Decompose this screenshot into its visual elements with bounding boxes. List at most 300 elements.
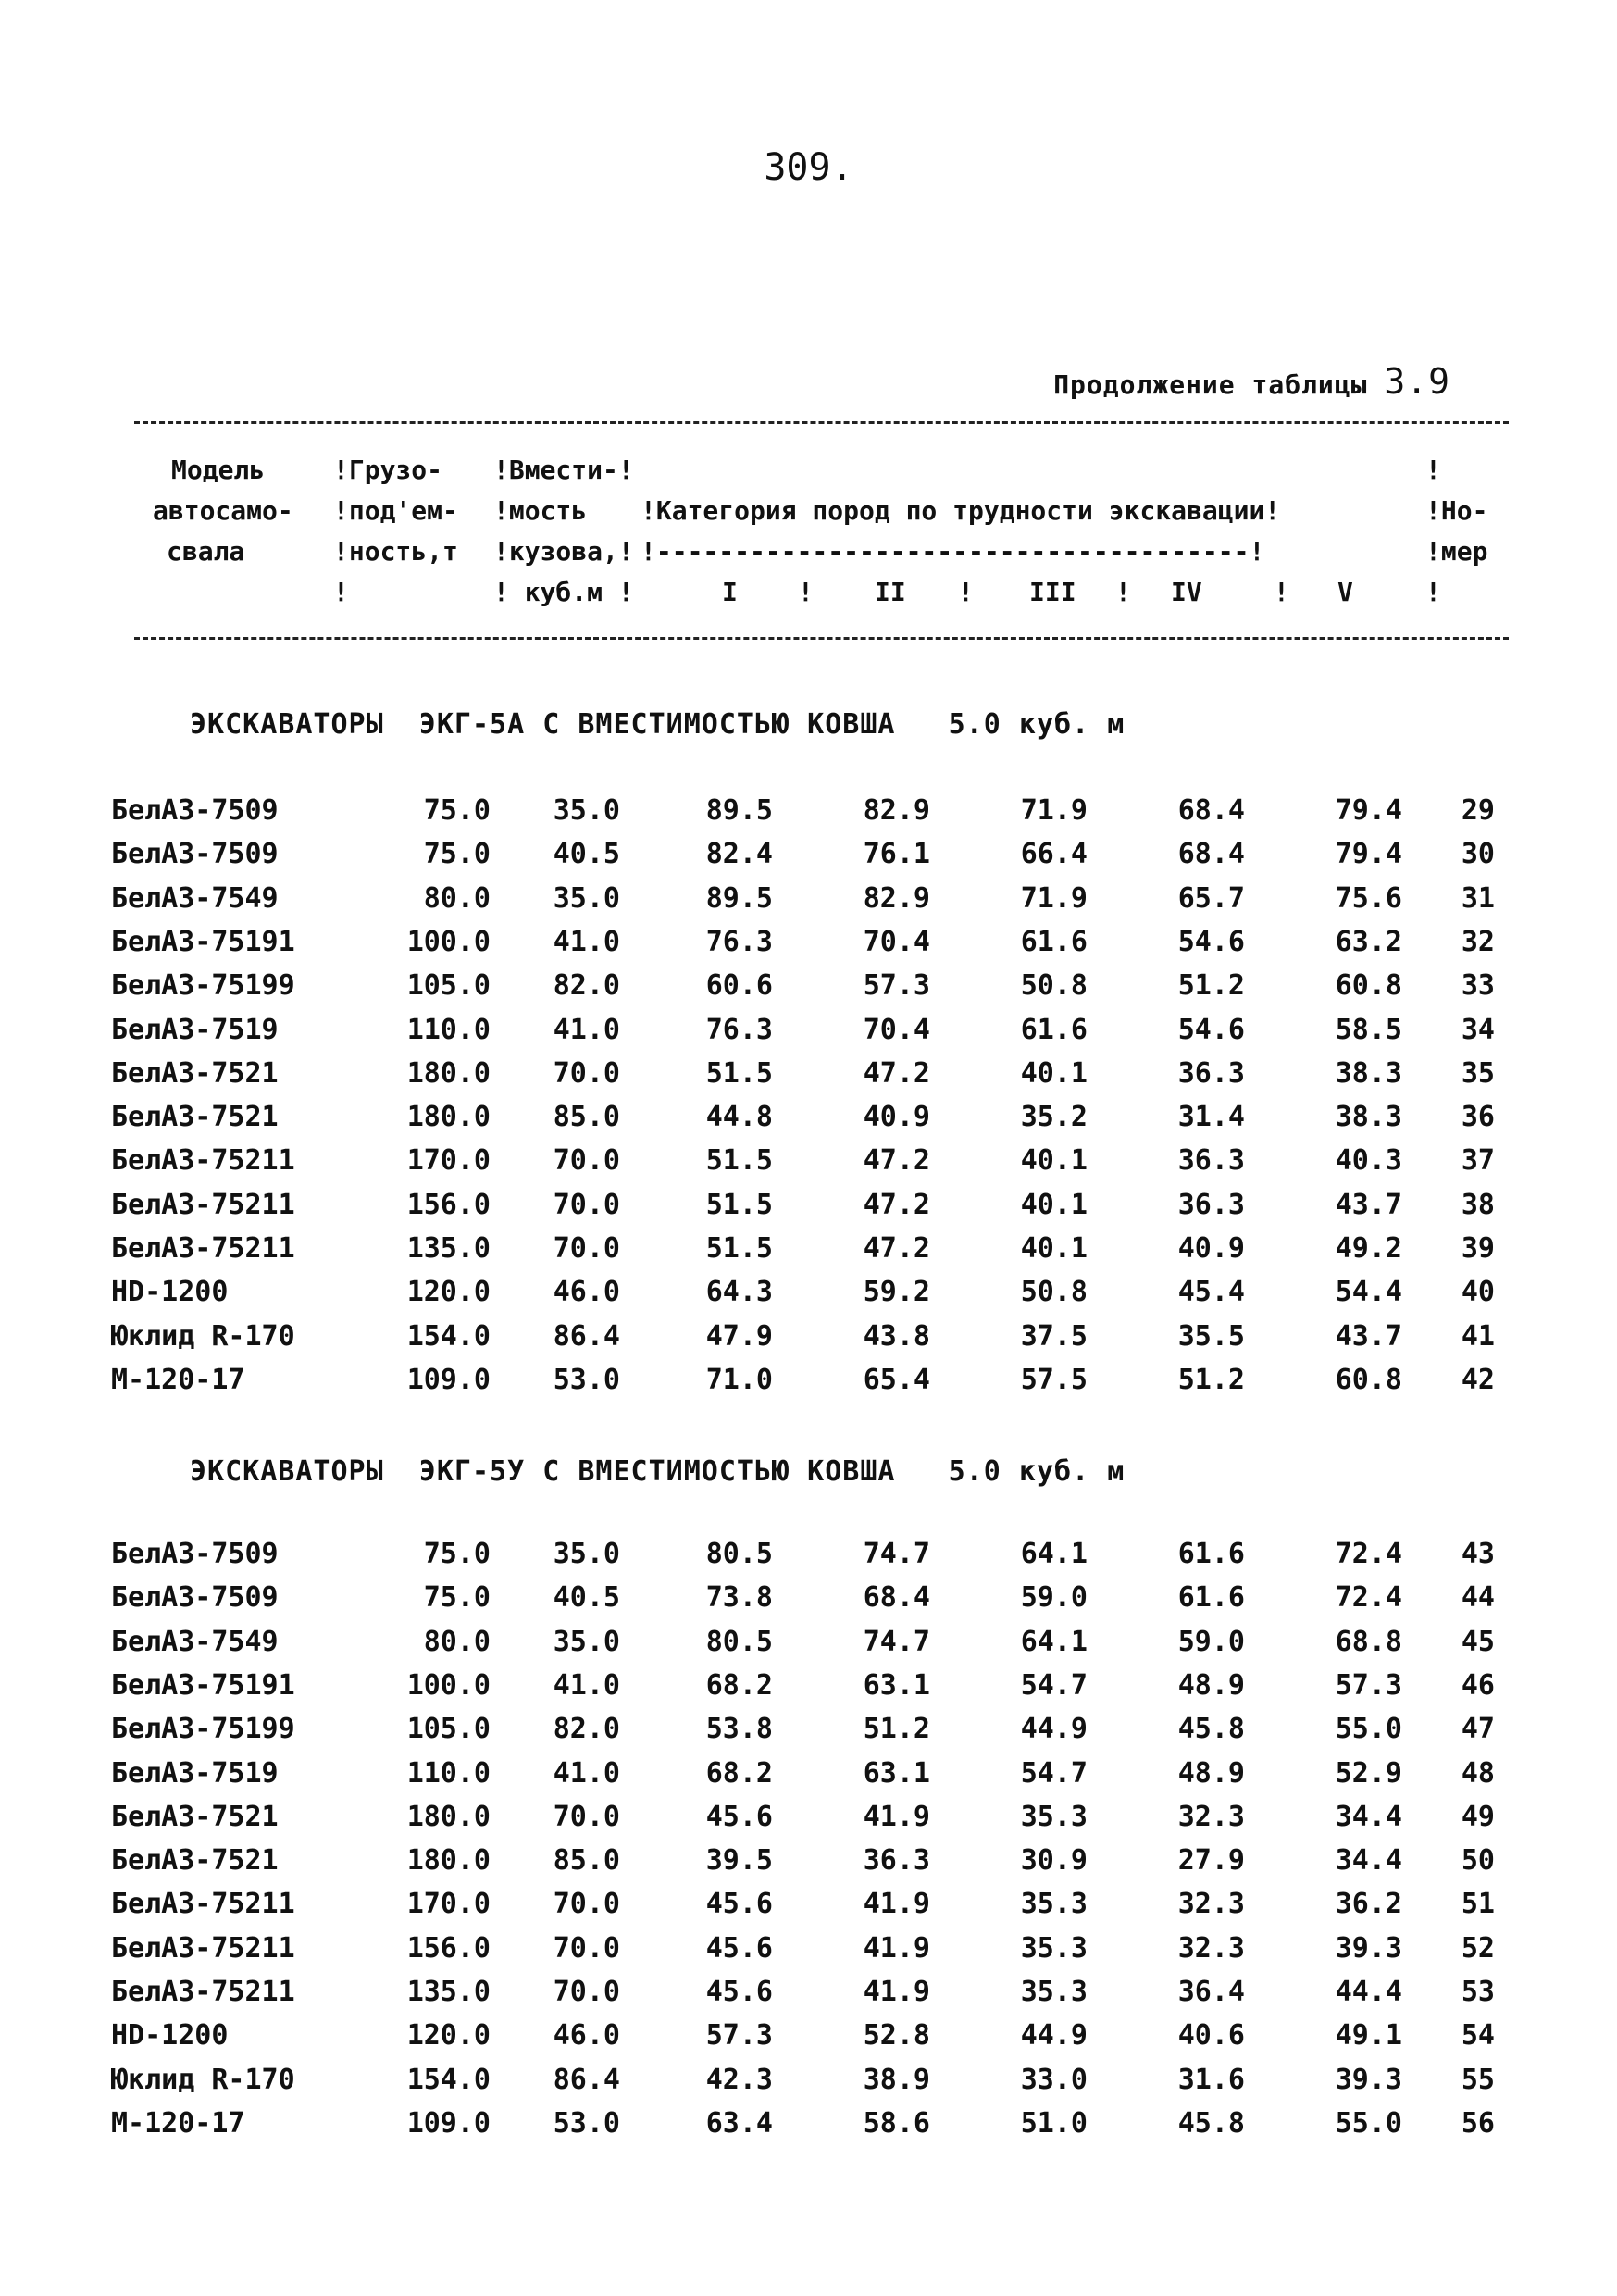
cell-cat-IV: 68.4 xyxy=(1177,794,1245,827)
cell-cat-II: 68.4 xyxy=(863,1581,930,1615)
cell-model: БелАЗ-75199 xyxy=(111,969,295,1003)
cell-cat-II: 70.4 xyxy=(863,925,930,958)
cell-cat-III: 35.3 xyxy=(1020,1931,1088,1965)
cell-cat-II: 38.9 xyxy=(863,2063,930,2096)
cell-cat-II: 41.9 xyxy=(863,1800,930,1833)
cell-row-number: 30 xyxy=(1461,838,1495,871)
cell-model: БелАЗ-7521 xyxy=(111,1800,279,1833)
cell-cat-III: 66.4 xyxy=(1020,838,1088,871)
cell-cat-V: 68.8 xyxy=(1335,1625,1402,1658)
cell-row-number: 41 xyxy=(1461,1319,1495,1353)
cell-cat-I: 45.6 xyxy=(705,1931,773,1965)
cell-body-volume: 70.0 xyxy=(553,1144,620,1178)
cell-model: БелАЗ-7519 xyxy=(111,1013,279,1046)
cell-cat-I: 44.8 xyxy=(705,1101,773,1134)
cell-cat-I: 82.4 xyxy=(705,838,773,871)
header-model-line-3: свала xyxy=(167,536,245,567)
cell-cat-V: 38.3 xyxy=(1335,1056,1402,1090)
cell-cat-II: 57.3 xyxy=(863,969,930,1003)
cell-cat-II: 74.7 xyxy=(863,1538,930,1570)
table-row xyxy=(0,1095,1617,1140)
cell-body-volume: 46.0 xyxy=(553,2019,620,2053)
cell-load-capacity: 80.0 xyxy=(423,881,491,915)
cell-body-volume: 82.0 xyxy=(553,969,620,1003)
header-load-line-4: ! xyxy=(333,577,349,607)
cell-cat-II: 70.4 xyxy=(863,1013,930,1046)
cell-load-capacity: 75.0 xyxy=(423,838,491,871)
cell-model: БелАЗ-75211 xyxy=(111,1888,295,1921)
cell-load-capacity: 75.0 xyxy=(423,1581,491,1615)
cell-cat-V: 43.7 xyxy=(1335,1319,1402,1353)
header-load-line-1: !Грузо- xyxy=(333,455,443,485)
cell-cat-V: 34.4 xyxy=(1335,1844,1402,1878)
cell-cat-IV: 65.7 xyxy=(1177,881,1245,915)
cell-row-number: 42 xyxy=(1461,1363,1495,1396)
header-sep-4: ! xyxy=(1274,577,1289,607)
cell-cat-IV: 27.9 xyxy=(1177,1844,1245,1878)
cell-body-volume: 70.0 xyxy=(553,1976,620,2008)
cell-cat-IV: 68.4 xyxy=(1177,838,1245,871)
cell-cat-III: 54.7 xyxy=(1020,1668,1088,1702)
header-sep-1: ! xyxy=(798,577,814,607)
header-volume-line-3: !кузова,! xyxy=(493,536,634,567)
cell-cat-IV: 36.3 xyxy=(1177,1188,1245,1221)
cell-body-volume: 70.0 xyxy=(553,1188,620,1221)
cell-model: БелАЗ-7521 xyxy=(111,1101,279,1134)
header-load-line-3: !ность,т xyxy=(333,536,458,567)
cell-load-capacity: 75.0 xyxy=(423,1538,491,1570)
cell-cat-IV: 36.4 xyxy=(1177,1976,1245,2008)
cell-body-volume: 70.0 xyxy=(553,1888,620,1921)
cell-cat-III: 44.9 xyxy=(1020,2019,1088,2053)
cell-cat-V: 52.9 xyxy=(1335,1756,1402,1790)
cell-cat-IV: 32.3 xyxy=(1177,1931,1245,1965)
cell-cat-I: 89.5 xyxy=(705,881,773,915)
cell-cat-II: 47.2 xyxy=(863,1056,930,1090)
cell-model: Юклид R-170 xyxy=(111,1319,295,1353)
cell-body-volume: 70.0 xyxy=(553,1931,620,1965)
header-model-line-2: автосамо- xyxy=(153,495,293,526)
cell-cat-I: 76.3 xyxy=(705,925,773,958)
cell-cat-V: 36.2 xyxy=(1335,1888,1402,1921)
cell-cat-III: 35.3 xyxy=(1020,1976,1088,2008)
cell-load-capacity: 135.0 xyxy=(406,1976,491,2008)
cell-cat-III: 44.9 xyxy=(1020,1713,1088,1746)
cell-body-volume: 70.0 xyxy=(553,1232,620,1265)
cell-cat-II: 52.8 xyxy=(863,2019,930,2053)
table-row xyxy=(0,1752,1617,1796)
header-volume-line-2: !мость xyxy=(493,495,588,526)
cell-load-capacity: 110.0 xyxy=(406,1013,491,1046)
cell-row-number: 54 xyxy=(1461,2019,1495,2053)
cell-cat-I: 76.3 xyxy=(705,1013,773,1046)
cell-cat-III: 71.9 xyxy=(1020,794,1088,827)
header-category-I: I xyxy=(722,577,738,607)
cell-body-volume: 40.5 xyxy=(553,838,620,871)
cell-cat-V: 72.4 xyxy=(1335,1581,1402,1615)
cell-cat-I: 45.6 xyxy=(705,1976,773,2008)
cell-model: БелАЗ-75191 xyxy=(111,1668,295,1702)
table-row xyxy=(0,1882,1617,1927)
header-model-line-1: Модель xyxy=(171,455,266,485)
cell-cat-I: 68.2 xyxy=(705,1668,773,1702)
cell-model: БелАЗ-75211 xyxy=(111,1931,295,1965)
cell-load-capacity: 180.0 xyxy=(406,1056,491,1090)
cell-cat-IV: 31.4 xyxy=(1177,1101,1245,1134)
cell-body-volume: 40.5 xyxy=(553,1581,620,1615)
table-row xyxy=(0,920,1617,965)
header-category-IV: IV xyxy=(1171,577,1202,607)
cell-cat-V: 79.4 xyxy=(1335,794,1402,827)
cell-model: БелАЗ-7521 xyxy=(111,1056,279,1090)
cell-cat-II: 41.9 xyxy=(863,1931,930,1965)
cell-cat-IV: 32.3 xyxy=(1177,1800,1245,1833)
table-row xyxy=(0,1227,1617,1271)
header-category-title: !Категория пород по трудности экскавации! xyxy=(641,495,1281,526)
cell-row-number: 55 xyxy=(1461,2063,1495,2096)
cell-cat-III: 40.1 xyxy=(1020,1232,1088,1265)
cell-cat-II: 63.1 xyxy=(863,1756,930,1790)
cell-cat-IV: 45.4 xyxy=(1177,1276,1245,1309)
cell-cat-I: 89.5 xyxy=(705,794,773,827)
header-rule-top xyxy=(134,421,1509,424)
cell-model: БелАЗ-75199 xyxy=(111,1713,295,1746)
cell-cat-I: 73.8 xyxy=(705,1581,773,1615)
cell-load-capacity: 100.0 xyxy=(406,1668,491,1702)
cell-cat-V: 49.1 xyxy=(1335,2019,1402,2053)
cell-cat-IV: 31.6 xyxy=(1177,2063,1245,2096)
cell-cat-IV: 40.6 xyxy=(1177,2019,1245,2053)
table-row xyxy=(0,1927,1617,1971)
cell-row-number: 29 xyxy=(1461,794,1495,827)
cell-cat-V: 79.4 xyxy=(1335,838,1402,871)
cell-load-capacity: 154.0 xyxy=(406,2063,491,2096)
cell-body-volume: 35.0 xyxy=(553,1538,620,1570)
cell-row-number: 40 xyxy=(1461,1276,1495,1309)
header-volume-line-4: ! куб.м ! xyxy=(493,577,634,607)
cell-cat-III: 35.2 xyxy=(1020,1101,1088,1134)
table-row xyxy=(0,1532,1617,1577)
cell-cat-IV: 51.2 xyxy=(1177,969,1245,1003)
cell-cat-I: 51.5 xyxy=(705,1188,773,1221)
cell-cat-III: 50.8 xyxy=(1020,969,1088,1003)
cell-model: БелАЗ-7549 xyxy=(111,1625,279,1658)
table-row xyxy=(0,1707,1617,1752)
cell-cat-III: 30.9 xyxy=(1020,1844,1088,1878)
cell-load-capacity: 109.0 xyxy=(406,2106,491,2140)
cell-cat-IV: 59.0 xyxy=(1177,1625,1245,1658)
cell-cat-IV: 51.2 xyxy=(1177,1363,1245,1396)
cell-load-capacity: 170.0 xyxy=(406,1888,491,1921)
table-row xyxy=(0,1315,1617,1359)
cell-cat-IV: 32.3 xyxy=(1177,1888,1245,1921)
cell-model: М-120-17 xyxy=(111,1363,245,1396)
cell-cat-V: 54.4 xyxy=(1335,1276,1402,1309)
cell-cat-V: 44.4 xyxy=(1335,1976,1402,2008)
cell-row-number: 52 xyxy=(1461,1931,1495,1965)
cell-cat-III: 40.1 xyxy=(1020,1188,1088,1221)
cell-body-volume: 41.0 xyxy=(553,1756,620,1790)
cell-cat-I: 71.0 xyxy=(705,1363,773,1396)
cell-cat-III: 54.7 xyxy=(1020,1756,1088,1790)
cell-row-number: 51 xyxy=(1461,1888,1495,1921)
cell-row-number: 47 xyxy=(1461,1713,1495,1746)
cell-body-volume: 86.4 xyxy=(553,2063,620,2096)
cell-cat-IV: 54.6 xyxy=(1177,1013,1245,1046)
cell-model: БелАЗ-7509 xyxy=(111,1581,279,1615)
cell-load-capacity: 180.0 xyxy=(406,1800,491,1833)
cell-body-volume: 86.4 xyxy=(553,1319,620,1353)
continuation-label: Продолжение таблицы xyxy=(1053,369,1368,400)
table-row xyxy=(0,1358,1617,1403)
section-title-ekg-5u: ЭКСКАВАТОРЫ ЭКГ-5У С ВМЕСТИМОСТЬЮ КОВША 5.0 куб. м xyxy=(190,1455,1126,1488)
cell-load-capacity: 135.0 xyxy=(406,1232,491,1265)
header-load-line-2: !под'ем- xyxy=(333,495,458,526)
cell-cat-I: 68.2 xyxy=(705,1756,773,1790)
cell-row-number: 35 xyxy=(1461,1056,1495,1090)
header-number-line-1: ! xyxy=(1425,455,1441,485)
cell-cat-II: 47.2 xyxy=(863,1188,930,1221)
cell-cat-IV: 35.5 xyxy=(1177,1319,1245,1353)
table-row xyxy=(0,1839,1617,1883)
cell-row-number: 38 xyxy=(1461,1188,1495,1221)
cell-cat-V: 49.2 xyxy=(1335,1232,1402,1265)
cell-cat-I: 63.4 xyxy=(705,2106,773,2140)
cell-body-volume: 70.0 xyxy=(553,1056,620,1090)
cell-cat-IV: 54.6 xyxy=(1177,925,1245,958)
cell-cat-I: 60.6 xyxy=(705,969,773,1003)
cell-cat-V: 43.7 xyxy=(1335,1188,1402,1221)
cell-row-number: 37 xyxy=(1461,1144,1495,1178)
cell-load-capacity: 180.0 xyxy=(406,1844,491,1878)
cell-cat-III: 64.1 xyxy=(1020,1625,1088,1658)
table-row xyxy=(0,2102,1617,2146)
cell-load-capacity: 100.0 xyxy=(406,925,491,958)
cell-cat-IV: 48.9 xyxy=(1177,1756,1245,1790)
cell-row-number: 49 xyxy=(1461,1800,1495,1833)
cell-cat-III: 61.6 xyxy=(1020,925,1088,958)
table-row xyxy=(0,1970,1617,2015)
cell-load-capacity: 109.0 xyxy=(406,1363,491,1396)
cell-body-volume: 53.0 xyxy=(553,2106,620,2140)
cell-cat-III: 33.0 xyxy=(1020,2063,1088,2096)
cell-body-volume: 70.0 xyxy=(553,1800,620,1833)
cell-cat-II: 58.6 xyxy=(863,2106,930,2140)
table-row xyxy=(0,877,1617,921)
cell-row-number: 48 xyxy=(1461,1756,1495,1790)
cell-load-capacity: 180.0 xyxy=(406,1101,491,1134)
table-row xyxy=(0,1139,1617,1183)
table-row xyxy=(0,2058,1617,2103)
cell-cat-IV: 45.8 xyxy=(1177,1713,1245,1746)
cell-cat-I: 51.5 xyxy=(705,1144,773,1178)
table-number: 3.9 xyxy=(1384,361,1450,402)
table-row xyxy=(0,1620,1617,1665)
cell-cat-II: 82.9 xyxy=(863,881,930,915)
cell-load-capacity: 105.0 xyxy=(406,1713,491,1746)
header-number-line-3: !мер xyxy=(1425,536,1488,567)
table-row xyxy=(0,964,1617,1008)
cell-row-number: 39 xyxy=(1461,1232,1495,1265)
cell-body-volume: 35.0 xyxy=(553,794,620,827)
cell-row-number: 32 xyxy=(1461,925,1495,958)
cell-row-number: 34 xyxy=(1461,1013,1495,1046)
header-number-line-2: !Но- xyxy=(1425,495,1488,526)
cell-model: БелАЗ-7549 xyxy=(111,881,279,915)
cell-cat-I: 39.5 xyxy=(705,1844,773,1878)
cell-cat-II: 43.8 xyxy=(863,1319,930,1353)
table-row xyxy=(0,1270,1617,1315)
cell-row-number: 31 xyxy=(1461,881,1495,915)
cell-cat-V: 39.3 xyxy=(1335,1931,1402,1965)
cell-model: БелАЗ-75211 xyxy=(111,1188,295,1221)
cell-cat-II: 40.9 xyxy=(863,1101,930,1134)
cell-cat-III: 71.9 xyxy=(1020,881,1088,915)
cell-cat-V: 63.2 xyxy=(1335,925,1402,958)
header-rule-bottom xyxy=(134,637,1509,640)
cell-body-volume: 85.0 xyxy=(553,1844,620,1878)
cell-cat-II: 41.9 xyxy=(863,1976,930,2008)
cell-cat-I: 53.8 xyxy=(705,1713,773,1746)
cell-row-number: 33 xyxy=(1461,969,1495,1003)
cell-load-capacity: 120.0 xyxy=(406,2019,491,2053)
cell-cat-I: 45.6 xyxy=(705,1800,773,1833)
cell-cat-I: 42.3 xyxy=(705,2063,773,2096)
header-sep-2: ! xyxy=(958,577,974,607)
cell-load-capacity: 156.0 xyxy=(406,1188,491,1221)
cell-cat-III: 35.3 xyxy=(1020,1888,1088,1921)
cell-cat-I: 45.6 xyxy=(705,1888,773,1921)
cell-row-number: 50 xyxy=(1461,1844,1495,1878)
cell-model: М-120-17 xyxy=(111,2106,245,2140)
cell-cat-III: 40.1 xyxy=(1020,1056,1088,1090)
cell-cat-II: 47.2 xyxy=(863,1144,930,1178)
cell-body-volume: 41.0 xyxy=(553,925,620,958)
cell-cat-II: 36.3 xyxy=(863,1844,930,1878)
cell-body-volume: 41.0 xyxy=(553,1668,620,1702)
cell-row-number: 36 xyxy=(1461,1101,1495,1134)
header-category-rule: !--------------------------------------! xyxy=(641,536,1265,567)
cell-cat-III: 37.5 xyxy=(1020,1319,1088,1353)
cell-cat-V: 58.5 xyxy=(1335,1013,1402,1046)
cell-body-volume: 41.0 xyxy=(553,1013,620,1046)
cell-cat-III: 40.1 xyxy=(1020,1144,1088,1178)
cell-row-number: 53 xyxy=(1461,1976,1495,2008)
cell-cat-III: 57.5 xyxy=(1020,1363,1088,1396)
cell-cat-I: 47.9 xyxy=(705,1319,773,1353)
cell-cat-I: 51.5 xyxy=(705,1232,773,1265)
cell-cat-IV: 36.3 xyxy=(1177,1056,1245,1090)
cell-cat-V: 55.0 xyxy=(1335,1713,1402,1746)
cell-cat-I: 57.3 xyxy=(705,2019,773,2053)
table-row xyxy=(0,789,1617,833)
cell-cat-IV: 36.3 xyxy=(1177,1144,1245,1178)
cell-load-capacity: 170.0 xyxy=(406,1144,491,1178)
table-continuation-caption xyxy=(1053,361,1450,402)
cell-load-capacity: 120.0 xyxy=(406,1276,491,1309)
cell-cat-V: 34.4 xyxy=(1335,1800,1402,1833)
cell-cat-V: 39.3 xyxy=(1335,2063,1402,2096)
cell-cat-V: 55.0 xyxy=(1335,2106,1402,2140)
cell-cat-V: 40.3 xyxy=(1335,1144,1402,1178)
cell-model: HD-1200 xyxy=(111,2019,229,2053)
cell-model: БелАЗ-75191 xyxy=(111,925,295,958)
cell-row-number: 56 xyxy=(1461,2106,1495,2140)
cell-cat-II: 65.4 xyxy=(863,1363,930,1396)
cell-cat-V: 75.6 xyxy=(1335,881,1402,915)
table-row xyxy=(0,1052,1617,1096)
header-category-II: II xyxy=(875,577,906,607)
cell-cat-V: 60.8 xyxy=(1335,969,1402,1003)
cell-load-capacity: 110.0 xyxy=(406,1756,491,1790)
cell-load-capacity: 154.0 xyxy=(406,1319,491,1353)
cell-cat-II: 76.1 xyxy=(863,838,930,871)
cell-model: БелАЗ-7509 xyxy=(111,1538,279,1570)
table-row xyxy=(0,1664,1617,1708)
cell-model: Юклид R-170 xyxy=(111,2063,295,2096)
cell-cat-II: 41.9 xyxy=(863,1888,930,1921)
cell-cat-I: 51.5 xyxy=(705,1056,773,1090)
cell-cat-I: 64.3 xyxy=(705,1276,773,1309)
header-category-III: III xyxy=(1029,577,1076,607)
cell-model: БелАЗ-75211 xyxy=(111,1976,295,2008)
cell-model: БелАЗ-7519 xyxy=(111,1756,279,1790)
cell-cat-III: 51.0 xyxy=(1020,2106,1088,2140)
cell-cat-IV: 45.8 xyxy=(1177,2106,1245,2140)
cell-cat-V: 72.4 xyxy=(1335,1538,1402,1570)
page-number: 309. xyxy=(764,146,853,189)
cell-model: БелАЗ-75211 xyxy=(111,1144,295,1178)
cell-cat-V: 57.3 xyxy=(1335,1668,1402,1702)
header-sep-5: ! xyxy=(1425,577,1441,607)
cell-cat-III: 50.8 xyxy=(1020,1276,1088,1309)
header-volume-line-1: !Вмести-! xyxy=(493,455,634,485)
table-row xyxy=(0,1183,1617,1228)
cell-model: БелАЗ-7509 xyxy=(111,794,279,827)
cell-cat-IV: 48.9 xyxy=(1177,1668,1245,1702)
cell-cat-IV: 61.6 xyxy=(1177,1538,1245,1570)
table-row xyxy=(0,1576,1617,1620)
cell-cat-IV: 40.9 xyxy=(1177,1232,1245,1265)
cell-model: БелАЗ-7509 xyxy=(111,838,279,871)
cell-model: БелАЗ-7521 xyxy=(111,1844,279,1878)
cell-model: БелАЗ-75211 xyxy=(111,1232,295,1265)
cell-row-number: 45 xyxy=(1461,1625,1495,1658)
cell-body-volume: 35.0 xyxy=(553,881,620,915)
cell-cat-V: 60.8 xyxy=(1335,1363,1402,1396)
table-row xyxy=(0,1795,1617,1840)
section-title-ekg-5a: ЭКСКАВАТОРЫ ЭКГ-5А С ВМЕСТИМОСТЬЮ КОВША 5.0 куб. м xyxy=(190,708,1126,741)
cell-cat-I: 80.5 xyxy=(705,1538,773,1570)
cell-cat-II: 82.9 xyxy=(863,794,930,827)
cell-load-capacity: 105.0 xyxy=(406,969,491,1003)
cell-cat-IV: 61.6 xyxy=(1177,1581,1245,1615)
table-row xyxy=(0,832,1617,877)
table-row xyxy=(0,1008,1617,1053)
cell-cat-III: 61.6 xyxy=(1020,1013,1088,1046)
cell-cat-II: 51.2 xyxy=(863,1713,930,1746)
cell-cat-II: 74.7 xyxy=(863,1625,930,1658)
cell-cat-V: 38.3 xyxy=(1335,1101,1402,1134)
cell-load-capacity: 156.0 xyxy=(406,1931,491,1965)
cell-load-capacity: 80.0 xyxy=(423,1625,491,1658)
cell-body-volume: 85.0 xyxy=(553,1101,620,1134)
cell-row-number: 44 xyxy=(1461,1581,1495,1615)
cell-row-number: 46 xyxy=(1461,1668,1495,1702)
header-category-V: V xyxy=(1337,577,1353,607)
cell-cat-III: 35.3 xyxy=(1020,1800,1088,1833)
cell-body-volume: 53.0 xyxy=(553,1363,620,1396)
